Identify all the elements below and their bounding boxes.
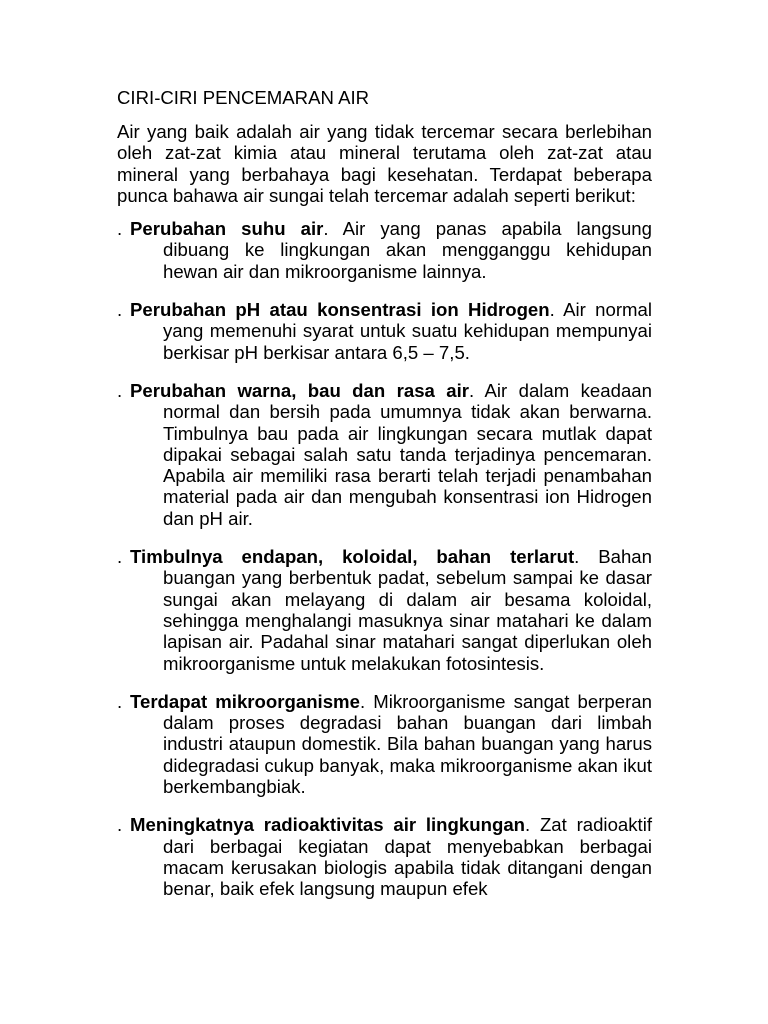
intro-paragraph: Air yang baik adalah air yang tidak tercemar secara berlebihan oleh zat-zat kimia atau mineral terutama oleh zat-zat atau mineral yang berbahaya bagi kesehatan. Terdapat beberapa punca bahawa air sungai telah tercemar adalah seperti berikut: (117, 121, 652, 206)
item-text: . Mikroorganisme sangat berperan dalam proses degradasi bahan buangan dari limbah industri ataupun domestik. Bila bahan buangan yang harus didegradasi cukup banyak, maka mikroorganisme akan ikut berkembangbiak. (163, 690, 652, 798)
bullet-dot: . (117, 690, 123, 712)
item-text: . Air yang panas apabila langsung dibuang ke lingkungan akan mengganggu kehidupan hewan air dan mikroorganisme lainnya. (163, 218, 652, 282)
list-item-endapan (117, 546, 652, 674)
item-heading: Timbulnya endapan, koloidal, bahan terlarut (130, 546, 575, 568)
list-item-suhu (117, 218, 652, 282)
list-item-mikroorganisme (117, 691, 652, 797)
bullet-dot: . (117, 299, 123, 321)
item-text: . Bahan buangan yang berbentuk padat, sebelum sampai ke dasar sungai akan melayang di dalam air besama koloidal, sehingga menghalangi masuknya sinar matahari ke dalam lapisan air. Padahal sinar matahari sangat diperlukan oleh mikroorganisme untuk melakukan fotosintesis. (163, 546, 652, 674)
item-text: . Zat radioaktif dari berbagai kegiatan dapat menyebabkan berbagai macam kerusakan biologis apabila tidak ditangani dengan benar, baik efek langsung maupun efek (163, 814, 653, 900)
item-heading: Perubahan pH atau konsentrasi ion Hidrogen (130, 299, 550, 321)
document-title: CIRI-CIRI PENCEMARAN AIR (117, 87, 370, 108)
item-text: . Air normal yang memenuhi syarat untuk suatu kehidupan mempunyai berkisar pH berkisar antara 6,5 – 7,5. (163, 299, 653, 363)
list-item-ph (117, 299, 652, 363)
bullet-dot: . (117, 814, 123, 836)
list-item-radioaktivitas (117, 814, 652, 899)
item-heading: Perubahan suhu air (130, 218, 324, 240)
list-item-warna (117, 380, 652, 529)
bullet-dot: . (117, 218, 123, 240)
item-heading: Perubahan warna, bau dan rasa air (130, 379, 469, 401)
item-heading: Terdapat mikroorganisme (130, 690, 360, 712)
item-text: . Air dalam keadaan normal dan bersih pada umumnya tidak akan berwarna. Timbulnya bau pada air lingkungan secara mutlak dapat dipakai sebagai salah satu tanda terjadinya pencemaran. Apabila air memiliki rasa berarti telah terjadi penambahan material pada air dan mengubah konsentrasi ion Hidrogen dan pH air. (163, 379, 652, 529)
item-heading: Meningkatnya radioaktivitas air lingkungan (130, 814, 526, 836)
document-page (117, 87, 652, 917)
bullet-dot: . (117, 546, 123, 568)
bullet-dot: . (117, 379, 123, 401)
